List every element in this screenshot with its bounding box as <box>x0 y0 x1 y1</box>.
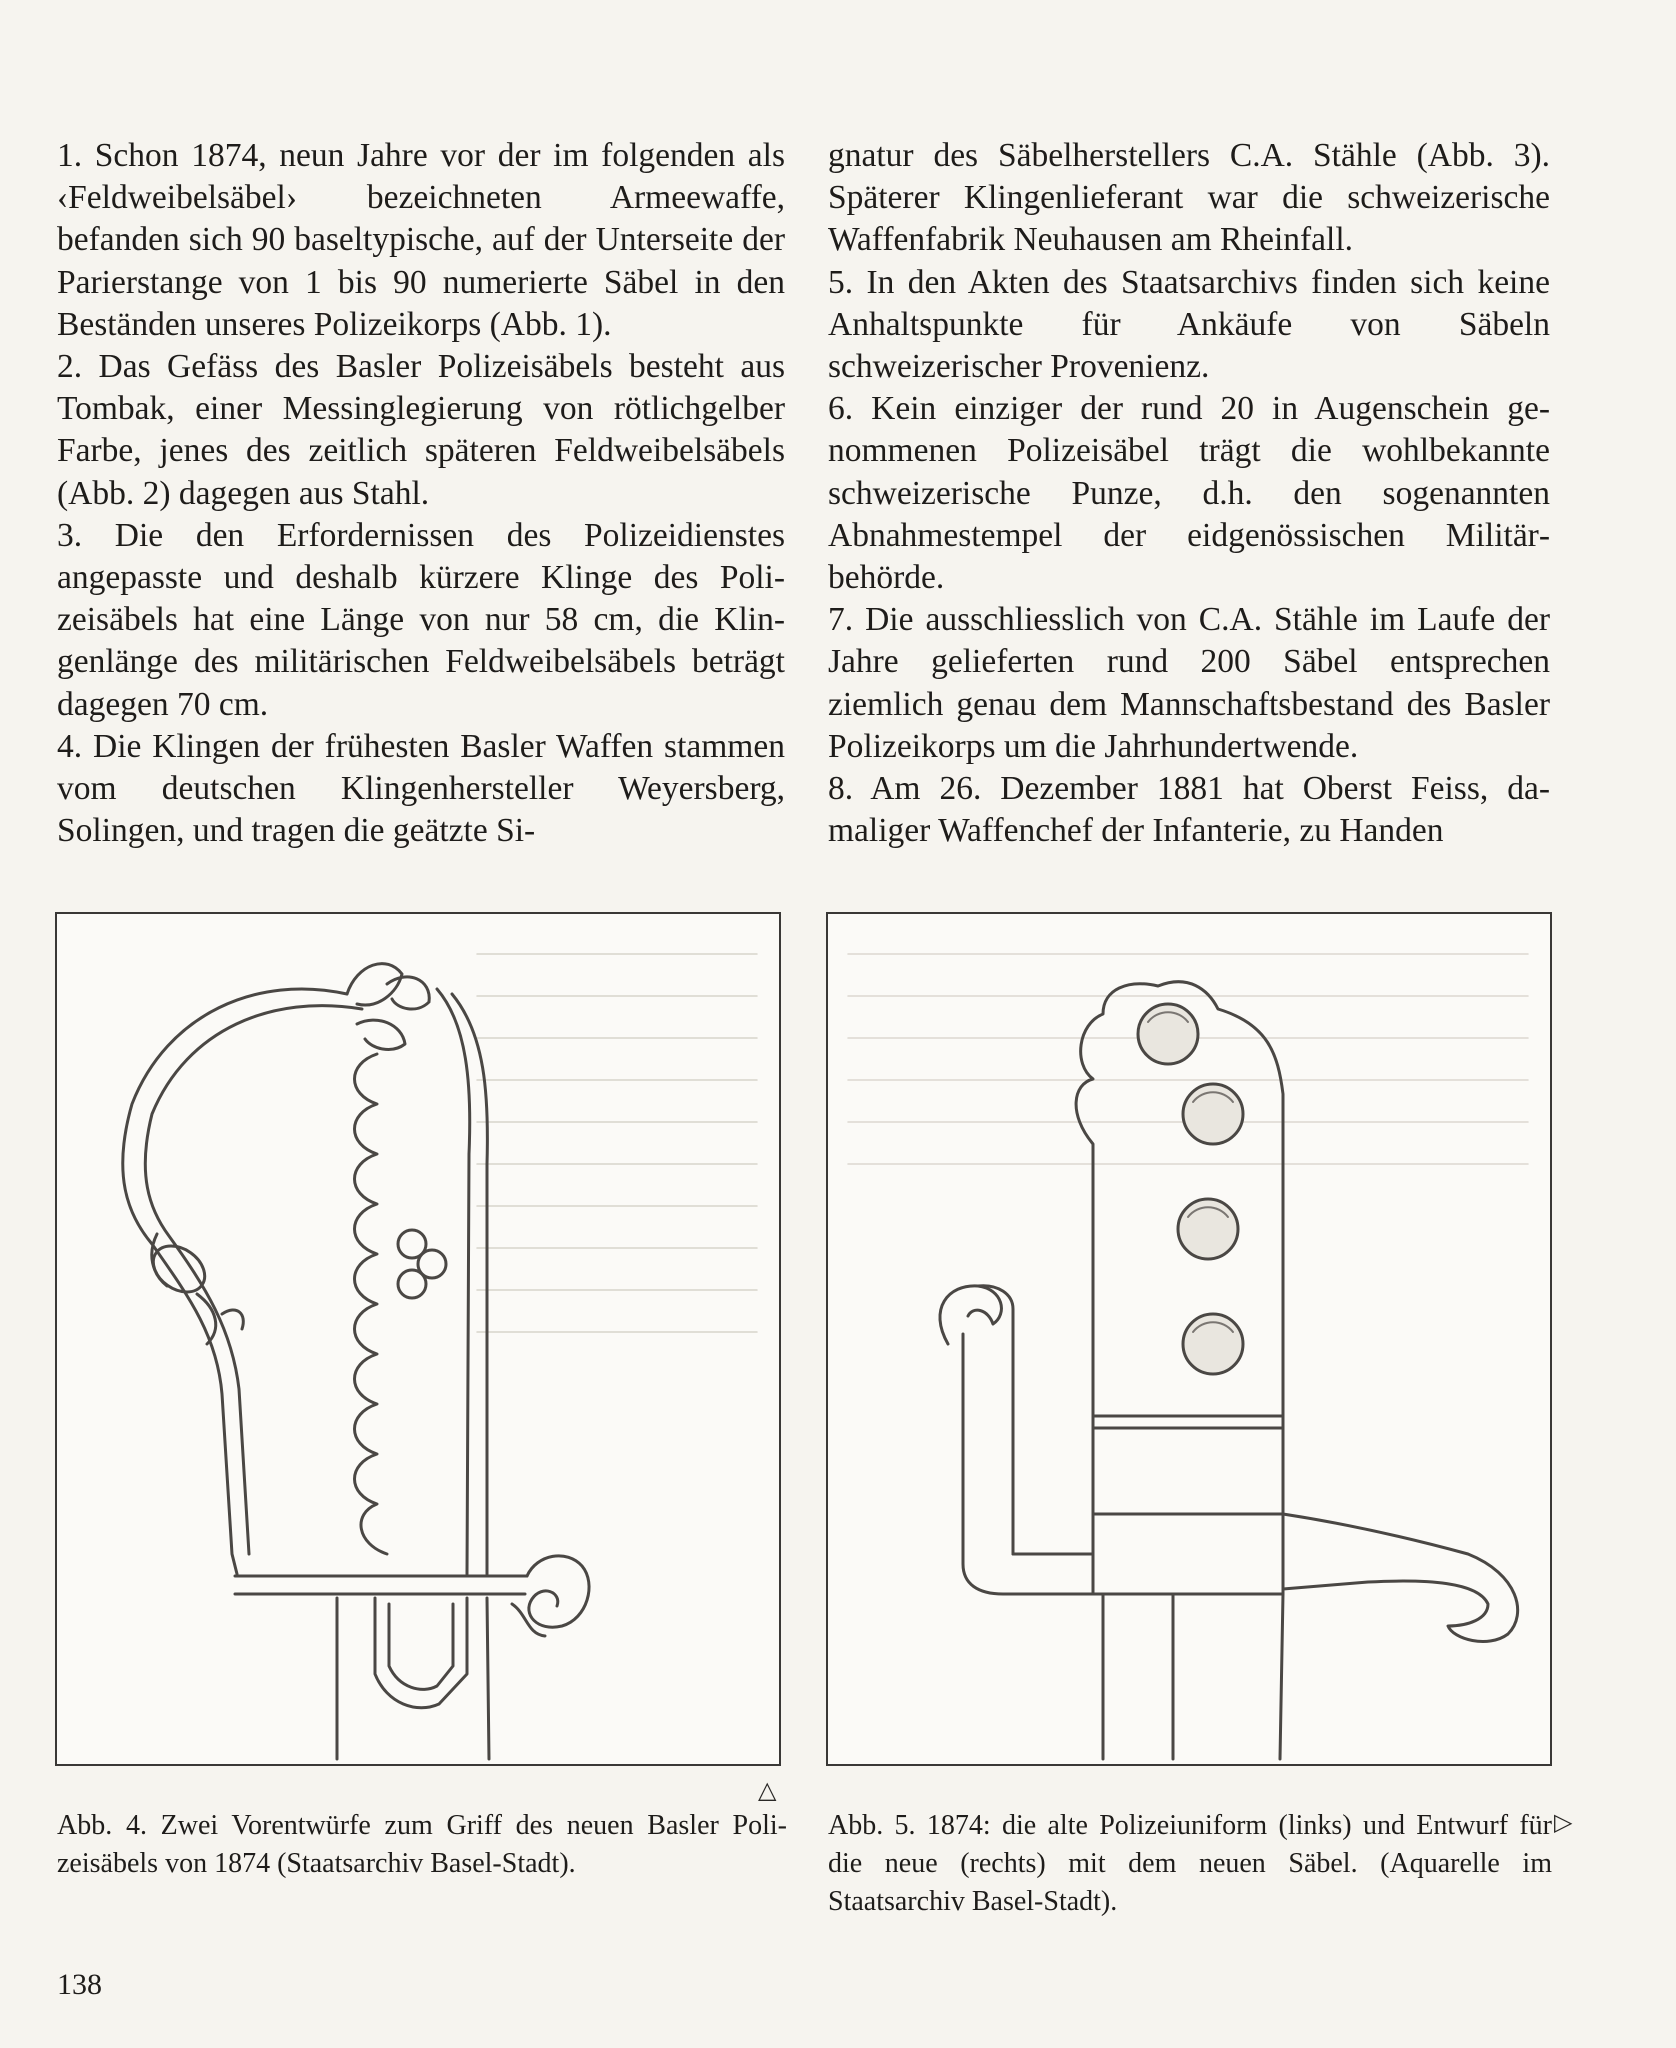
arrow-right-marker: ▷ <box>1554 1808 1573 1836</box>
caption-text: Abb. 4. Zwei Vorentwürfe zum Griff des neuen Basler Polizeisäbels von 1874 (Staatsarchiv Basel-Stadt). <box>57 1810 787 1879</box>
page-number: 138 <box>57 1968 102 2001</box>
paragraph-8: 8. Am 26. Dezember 1881 hat Oberst Feiss, damaliger Waffenchef der Infanterie, zu Handen <box>828 770 1550 850</box>
left-text-column <box>57 135 785 852</box>
paragraph-5: 5. In den Akten des Staatsarchivs finden sich keine Anhaltspunkte für Ankäufe von Säbeln schweizerischer Provenienz. <box>828 263 1550 386</box>
paragraph-1: 1. Schon 1874, neun Jahre vor der im folgenden als ‹Feldweibelsäbel› bezeichneten Armeewaffe, befanden sich 90 baseltypische, auf der Unterseite der Parierstange von 1 bis 90 numerierte Säbel in den Beständen unseres Polizeikorps (Abb. 1). <box>57 137 785 343</box>
paragraph-2: 2. Das Gefäss des Basler Polizeisäbels besteht aus Tombak, einer Messinglegierung von rötlichgelber Farbe, jenes des zeitlich späteren Feldweibelsäbels (Abb. 2) dagegen aus Stahl. <box>57 348 785 512</box>
paragraph-3: 3. Die den Erfordernissen des Polizeidienstes angepasste und deshalb kürzere Klinge des Polizeisäbels hat eine Länge von nur 58 cm, die Klingenlänge des militärischen Feldweibelsäbels beträgt dagegen 70 cm. <box>57 516 785 723</box>
paragraph-4: 4. Die Klingen der frühesten Basler Waffen stammen vom deutschen Klingenhersteller Weyersberg, Solingen, und tragen die geätzte Si- <box>57 727 785 850</box>
figure-5-hilt-drawing <box>826 912 1552 1766</box>
paragraph-6: 6. Kein einziger der rund 20 in Augenschein genommenen Polizeisäbel trägt die wohlbekannte schweizerische Punze, d.h. den sogenannten Abnahmestempel der eidgenössischen Militärbehörde. <box>828 390 1550 597</box>
figure-4-caption <box>57 1807 787 1883</box>
arrow-up-marker: △ <box>758 1776 777 1804</box>
right-text-column <box>828 135 1550 852</box>
figure-4-hilt-drawing <box>55 912 781 1766</box>
paragraph-4-continued: gnatur des Säbelherstellers C.A. Stähle (Abb. 3). Späterer Klingenlieferant war die schweizerische Waffenfabrik Neuhausen am Rheinfall. <box>828 137 1550 259</box>
paragraph-7: 7. Die ausschliesslich von C.A. Stähle im Laufe der Jahre gelieferten rund 200 Säbel entsprechen ziemlich genau dem Mannschaftsbestand des Basler Polizeikorps um die Jahrhundertwende. <box>828 601 1550 765</box>
caption-text: Abb. 5. 1874: die alte Polizeiuniform (links) und Entwurf für die neue (rechts) mit dem neuen Säbel. (Aquarelle im Staatsarchiv Basel-Stadt). <box>828 1810 1552 1917</box>
hilt-sketch-2 <box>828 914 1550 1764</box>
figure-5-caption <box>828 1807 1552 1921</box>
hilt-sketch-1 <box>57 914 779 1764</box>
